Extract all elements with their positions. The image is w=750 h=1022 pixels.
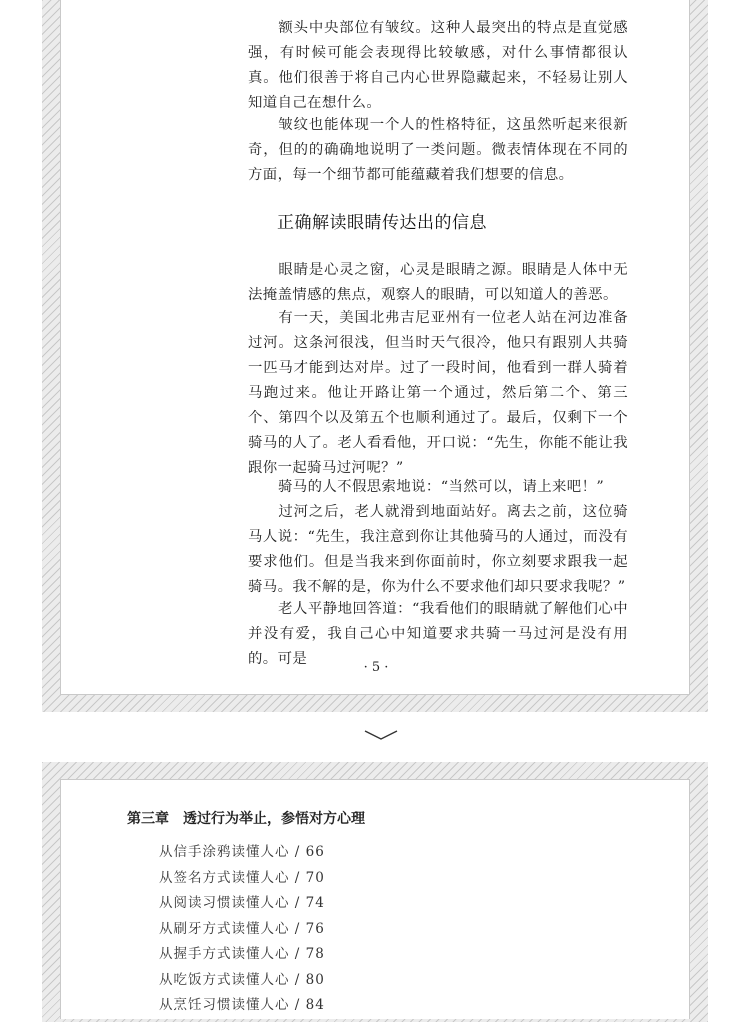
toc-item[interactable]: 从吃饭方式读懂人心 / 80 [159, 972, 325, 988]
chapter-number: 第三章 [127, 811, 169, 827]
toc-item[interactable]: 从握手方式读懂人心 / 78 [159, 946, 325, 962]
paragraph: 额头中央部位有皱纹。这种人最突出的特点是直觉感强，有时候可能会表现得比较敏感，对什么事情都很认真。他们很善于将自己内心世界隐藏起来，不轻易让别人知道自己在想什么。 [248, 20, 628, 111]
paragraph: 过河之后，老人就滑到地面站好。离去之前，这位骑马人说：“先生，我注意到你让其他骑马的人通过，而没有要求他们。但是当我来到你面前时，你立刻要求跟我一起骑马。我不解的是，你为什么不要求他们却只要求我呢？” [248, 504, 628, 595]
section-heading: 正确解读眼睛传达出的信息 [277, 213, 487, 233]
toc-item[interactable]: 从烹饪习惯读懂人心 / 84 [159, 997, 325, 1013]
paragraph: 皱纹也能体现一个人的性格特征，这虽然听起来很新奇，但的的确确地说明了一类问题。微表情体现在不同的方面，每一个细节都可能蕴藏着我们想要的信息。 [248, 117, 628, 183]
paragraph: 骑马的人不假思索地说：“当然可以，请上来吧！” [278, 479, 605, 495]
chapter-heading [127, 808, 365, 828]
toc-item[interactable]: 从签名方式读懂人心 / 70 [159, 870, 325, 886]
toc-item[interactable]: 从信手涂鸦读懂人心 / 66 [159, 844, 325, 860]
paragraph: 有一天，美国北弗吉尼亚州有一位老人站在河边准备过河。这条河很浅，但当时天气很冷，他只有跟别人共骑一匹马才能到达对岸。过了一段时间，他看到一群人骑着马跑过来。他让开路让第一个通过，然后第二个、第三个、第四个以及第五个也顺利通过了。最后，仅剩下一个骑马的人了。老人看看他，开口说：“先生，你能不能让我跟你一起骑马过河呢？” [248, 310, 628, 476]
book-page-bottom [60, 779, 690, 1019]
paragraph: 老人平静地回答道：“我看他们的眼睛就了解他们心中并没有爱，我自己心中知道要求共骑一马过河是没有用的。可是 [248, 601, 628, 667]
chapter-title: 透过行为举止，参悟对方心理 [183, 811, 365, 827]
book-page-top [60, 0, 690, 695]
toc-item[interactable]: 从刷牙方式读懂人心 / 76 [159, 921, 325, 937]
toc-item[interactable]: 从阅读习惯读懂人心 / 74 [159, 895, 325, 911]
page-number: · 5 · [363, 660, 389, 675]
paragraph: 眼睛是心灵之窗，心灵是眼睛之源。眼睛是人体中无法掩盖情感的焦点，观察人的眼睛，可以知道人的善恶。 [248, 262, 628, 303]
chevron-down-icon[interactable] [363, 728, 399, 742]
